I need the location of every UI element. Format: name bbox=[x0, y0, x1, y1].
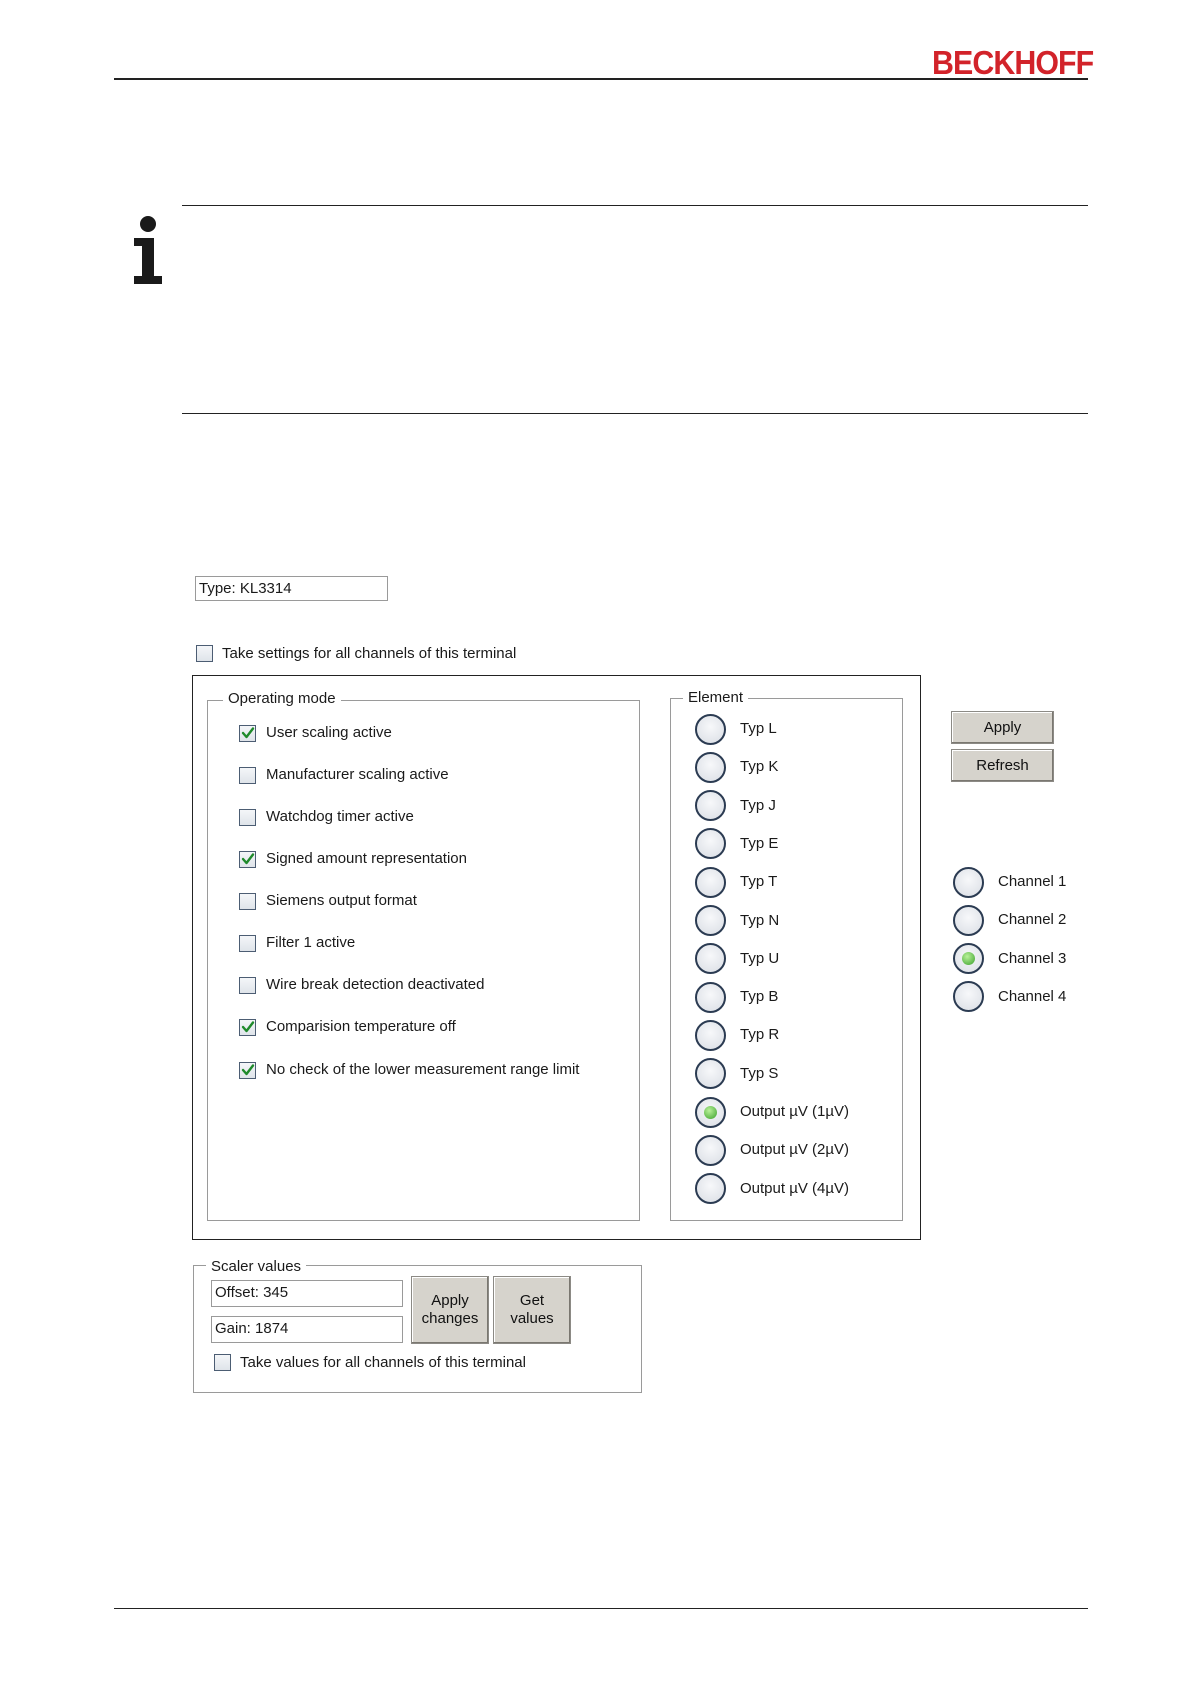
radio-output-uv-2uv[interactable] bbox=[695, 1135, 726, 1166]
note-top-rule bbox=[182, 205, 1088, 206]
label-typ-j: Typ J bbox=[740, 796, 776, 814]
label-manufacturer-scaling-active: Manufacturer scaling active bbox=[266, 766, 449, 783]
checkbox-wire-break-detection-deactivated[interactable] bbox=[239, 977, 256, 994]
radio-output-uv-4uv[interactable] bbox=[695, 1173, 726, 1204]
radio-typ-t[interactable] bbox=[695, 867, 726, 898]
label-comparision-temperature-off: Comparision temperature off bbox=[266, 1018, 456, 1035]
radio-channel-2[interactable] bbox=[953, 905, 984, 936]
label-channel-1: Channel 1 bbox=[998, 873, 1067, 890]
label-output-uv-4uv: Output µV (4µV) bbox=[740, 1179, 849, 1197]
label-typ-n: Typ N bbox=[740, 911, 780, 929]
header-rule bbox=[114, 78, 1088, 80]
info-icon bbox=[128, 214, 168, 286]
brand-logo: BECKHOFF bbox=[932, 44, 1094, 81]
type-field[interactable]: Type: KL3314 bbox=[195, 576, 388, 601]
label-channel-4: Channel 4 bbox=[998, 987, 1067, 1005]
radio-selected-dot bbox=[704, 1106, 717, 1119]
label-typ-t: Typ T bbox=[740, 873, 778, 891]
radio-typ-s[interactable] bbox=[695, 1058, 726, 1089]
checkbox-siemens-output-format[interactable] bbox=[239, 893, 256, 910]
label-no-check-of-the-lower-measurement-range-limit: No check of the lower measurement range limit bbox=[266, 1061, 580, 1078]
checkbox-no-check-of-the-lower-measurement-range-limit[interactable] bbox=[239, 1062, 256, 1079]
radio-typ-b[interactable] bbox=[695, 982, 726, 1013]
radio-output-uv-1uv[interactable] bbox=[695, 1097, 726, 1128]
footer-rule bbox=[114, 1608, 1088, 1609]
apply-changes-line2: changes bbox=[421, 1310, 479, 1327]
take-settings-all-label: Take settings for all channels of this terminal bbox=[222, 645, 517, 662]
checkbox-comparision-temperature-off[interactable] bbox=[239, 1019, 256, 1036]
label-channel-2: Channel 2 bbox=[998, 911, 1067, 929]
radio-channel-1[interactable] bbox=[953, 867, 984, 898]
label-user-scaling-active: User scaling active bbox=[266, 724, 392, 741]
radio-typ-k[interactable] bbox=[695, 752, 726, 783]
radio-channel-4[interactable] bbox=[953, 981, 984, 1012]
get-values-line2: values bbox=[510, 1310, 554, 1327]
label-wire-break-detection-deactivated: Wire break detection deactivated bbox=[266, 976, 485, 993]
get-values-line1: Get bbox=[519, 1292, 545, 1309]
operating-mode-title: Operating mode bbox=[223, 690, 341, 707]
label-typ-s: Typ S bbox=[740, 1064, 779, 1082]
apply-changes-button[interactable] bbox=[411, 1276, 489, 1344]
radio-selected-dot bbox=[962, 952, 975, 965]
gain-field[interactable]: Gain: 1874 bbox=[211, 1316, 403, 1343]
take-values-all-checkbox[interactable] bbox=[214, 1354, 231, 1371]
label-typ-b: Typ B bbox=[740, 988, 779, 1006]
label-watchdog-timer-active: Watchdog timer active bbox=[266, 808, 414, 825]
radio-typ-n[interactable] bbox=[695, 905, 726, 936]
label-typ-e: Typ E bbox=[740, 834, 779, 852]
checkbox-watchdog-timer-active[interactable] bbox=[239, 809, 256, 826]
label-siemens-output-format: Siemens output format bbox=[266, 892, 417, 909]
radio-typ-l[interactable] bbox=[695, 714, 726, 745]
apply-changes-line1: Apply bbox=[431, 1292, 469, 1309]
scaler-values-title: Scaler values bbox=[206, 1258, 306, 1275]
label-channel-3: Channel 3 bbox=[998, 949, 1067, 967]
label-typ-l: Typ L bbox=[740, 720, 777, 737]
element-title: Element bbox=[683, 689, 748, 706]
checkbox-filter-1-active[interactable] bbox=[239, 935, 256, 952]
radio-typ-r[interactable] bbox=[695, 1020, 726, 1051]
checkbox-user-scaling-active[interactable] bbox=[239, 725, 256, 742]
radio-typ-j[interactable] bbox=[695, 790, 726, 821]
label-output-uv-1uv: Output µV (1µV) bbox=[740, 1103, 849, 1120]
label-output-uv-2uv: Output µV (2µV) bbox=[740, 1141, 849, 1159]
label-signed-amount-representation: Signed amount representation bbox=[266, 850, 467, 867]
checkbox-manufacturer-scaling-active[interactable] bbox=[239, 767, 256, 784]
apply-button[interactable]: Apply bbox=[951, 711, 1054, 744]
label-typ-u: Typ U bbox=[740, 949, 780, 967]
label-typ-r: Typ R bbox=[740, 1026, 780, 1044]
get-values-button[interactable] bbox=[493, 1276, 571, 1344]
label-filter-1-active: Filter 1 active bbox=[266, 934, 356, 951]
note-bottom-rule bbox=[182, 413, 1088, 414]
take-values-all-label: Take values for all channels of this terminal bbox=[240, 1354, 526, 1371]
checkbox-signed-amount-representation[interactable] bbox=[239, 851, 256, 868]
label-typ-k: Typ K bbox=[740, 758, 779, 776]
take-settings-all-checkbox[interactable] bbox=[196, 645, 213, 662]
radio-channel-3[interactable] bbox=[953, 943, 984, 974]
refresh-button[interactable]: Refresh bbox=[951, 749, 1054, 782]
offset-field[interactable]: Offset: 345 bbox=[211, 1280, 403, 1307]
